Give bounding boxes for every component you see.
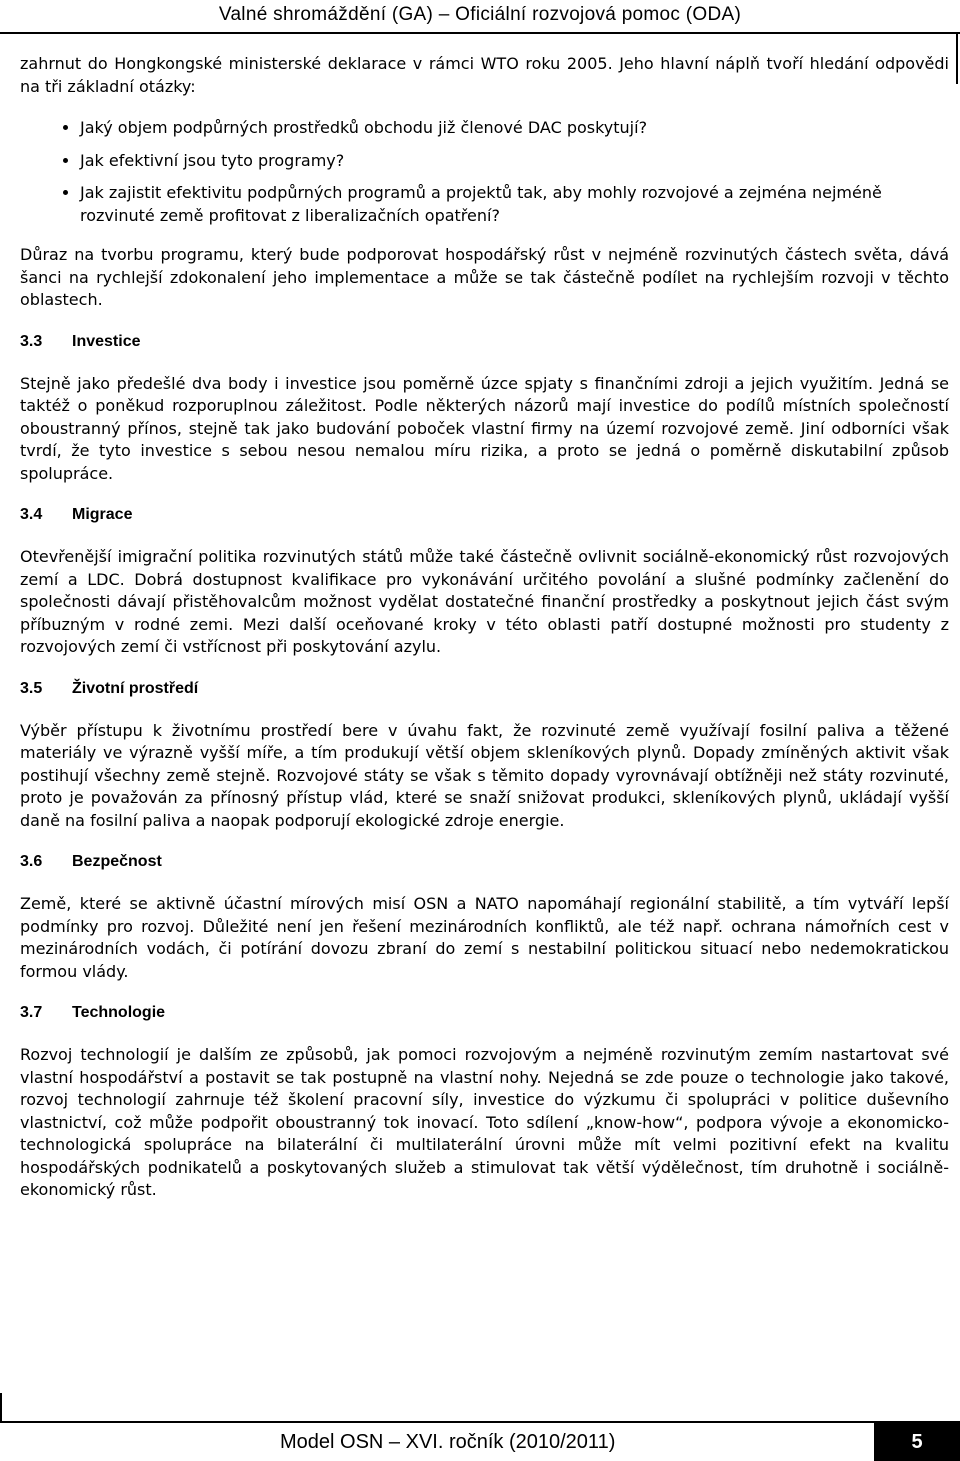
section-paragraph: Otevřenější imigrační politika rozvinutých států může také částečně ovlivnit sociálně-ekonomický růst rozvojových zemí a LDC. Dobrá dostupnost kvalifikace pro vykonávání určitého povolání a slušné podmínky začlenění do společnosti dávají přistěhovalcům možnost vydělat dostatečné finanční prostředky a poskytnout jejich část svým příbuzným v rodné zemi. Mezi další oceňované kroky v této oblasti patří dostupné možnosti pro studenty z rozvojových zemí či vstřícnost při poskytování azylu. (20, 547, 949, 656)
footer-rule (0, 1421, 960, 1423)
page-number: 5 (874, 1423, 960, 1461)
list-item: • Jaký objem podpůrných prostředků obchodu již členové DAC poskytují? (80, 117, 949, 140)
section-heading (20, 1002, 949, 1024)
footer-side-rule (0, 1393, 2, 1423)
header-title: Valné shromáždění (GA) – Oficiální rozvojová pomoc (ODA) (218, 4, 742, 25)
footer-text: Model OSN – XVI. ročník (2010/2011) (280, 1431, 616, 1453)
list-item: • Jak efektivní jsou tyto programy? (80, 150, 949, 173)
document-body (20, 53, 949, 1202)
section-heading (20, 851, 949, 873)
section-heading (20, 504, 949, 526)
section-paragraph: Stejně jako předešlé dva body i investice jsou poměrně úzce spjaty s finančními zdroji a jejich využitím. Jedná se taktéž o poněkud rozporuplnou záležitost. Podle některých názorů mají investice do podílů místních společností oboustranný přínos, stejně tak jako budování poboček vlastní firmy na území rozvojové země. Jiní odborníci však tvrdí, že tyto investice s sebou nesou nemalou míru rizika, a proto se jedná o poměrně diskutabilní způsob spolupráce. (20, 373, 949, 483)
section-heading (20, 331, 949, 353)
section-title: Migrace (72, 506, 133, 523)
section-title: Investice (72, 332, 141, 350)
section-paragraph: Rozvoj technologií je dalším ze způsobů, jak pomoci rozvojovým a nejméně rozvinutým zemím nastartovat své vlastní hospodářství a postavit se tak postupně na vlastní nohy. Nejedná se zde pouze o technologie jako takové, rozvoj technologií zahrnuje též školení pracovní síly, investice do výzkumu či spolupráci v politice duševního vlastnictví, což může podpořit oboustranný tok inovací. Toto sdílení „know-how“, podpora vývoje a ekonomicko-technologická spolupráce na bilaterální či multilaterální úrovni může mít velmi pozitivní efekt na kvalitu hospodářských podnikatelů a poskytovaných služeb a stimulovat tak větší výdělečnost, tím druhotně i sociálně-ekonomický růst. (20, 1045, 949, 1199)
section-heading (20, 678, 949, 700)
header-rule (0, 32, 960, 34)
section-number: 3.4 (20, 506, 43, 523)
intro-closing-paragraph: Důraz na tvorbu programu, který bude podporovat hospodářský růst v nejméně rozvinutých částech světa, dává šanci na rychlejší zdokonalení jeho implementace a může se tak částečně podílet na rychlejším rozvoji v těchto oblastech. (20, 245, 949, 309)
intro-paragraph: zahrnut do Hongkongské ministerské deklarace v rámci WTO roku 2005. Jeho hlavní náplň tvoří hledání odpovědi na tři základní otázky: (20, 54, 949, 96)
section-number: 3.7 (20, 1004, 43, 1021)
list-item: • Jak zajistit efektivitu podpůrných programů a projektů tak, aby mohly rozvojové a zejména nejméně rozvinuté země profitovat z liberalizačních opatření? (80, 182, 949, 227)
header-side-rule (956, 34, 958, 84)
section-paragraph: Výběr přístupu k životnímu prostředí bere v úvahu fakt, že rozvinuté země využívají fosilní paliva a těžené materiály ve výrazně vyšší míře, a tím produkují větší objem skleníkových plynů. Dopady zmíněných aktivit však postihují všechny země stejně. Rozvojové státy se však s těmito dopady vyrovnávají obtížněji než státy rozvinuté, proto je považován za přínosný přístup vlád, které se snaží snižovat produkci, skleníkových plynů, ukládají vyšší daně na fosilní paliva a naopak podporují ekologické zdroje energie. (20, 720, 949, 830)
section-number: 3.6 (20, 853, 43, 870)
section-title: Životní prostředí (72, 679, 199, 697)
section-title: Bezpečnost (72, 853, 162, 870)
section-number: 3.3 (20, 332, 43, 350)
section-number: 3.5 (20, 679, 43, 697)
question-list (20, 117, 949, 227)
section-paragraph: Země, které se aktivně účastní mírových misí OSN a NATO napomáhají regionální stabilitě, a tím vytváří lepší podmínky pro rozvoj. Důležité není jen řešení mezinárodních konfliktů, ale též např. ochrana námořních cest v mezinárodních vodách, či potírání dovozu zbraní do zemí s nestabilní politickou situací nebo nedemokratickou formou vlády. (20, 894, 949, 981)
section-title: Technologie (72, 1004, 166, 1021)
